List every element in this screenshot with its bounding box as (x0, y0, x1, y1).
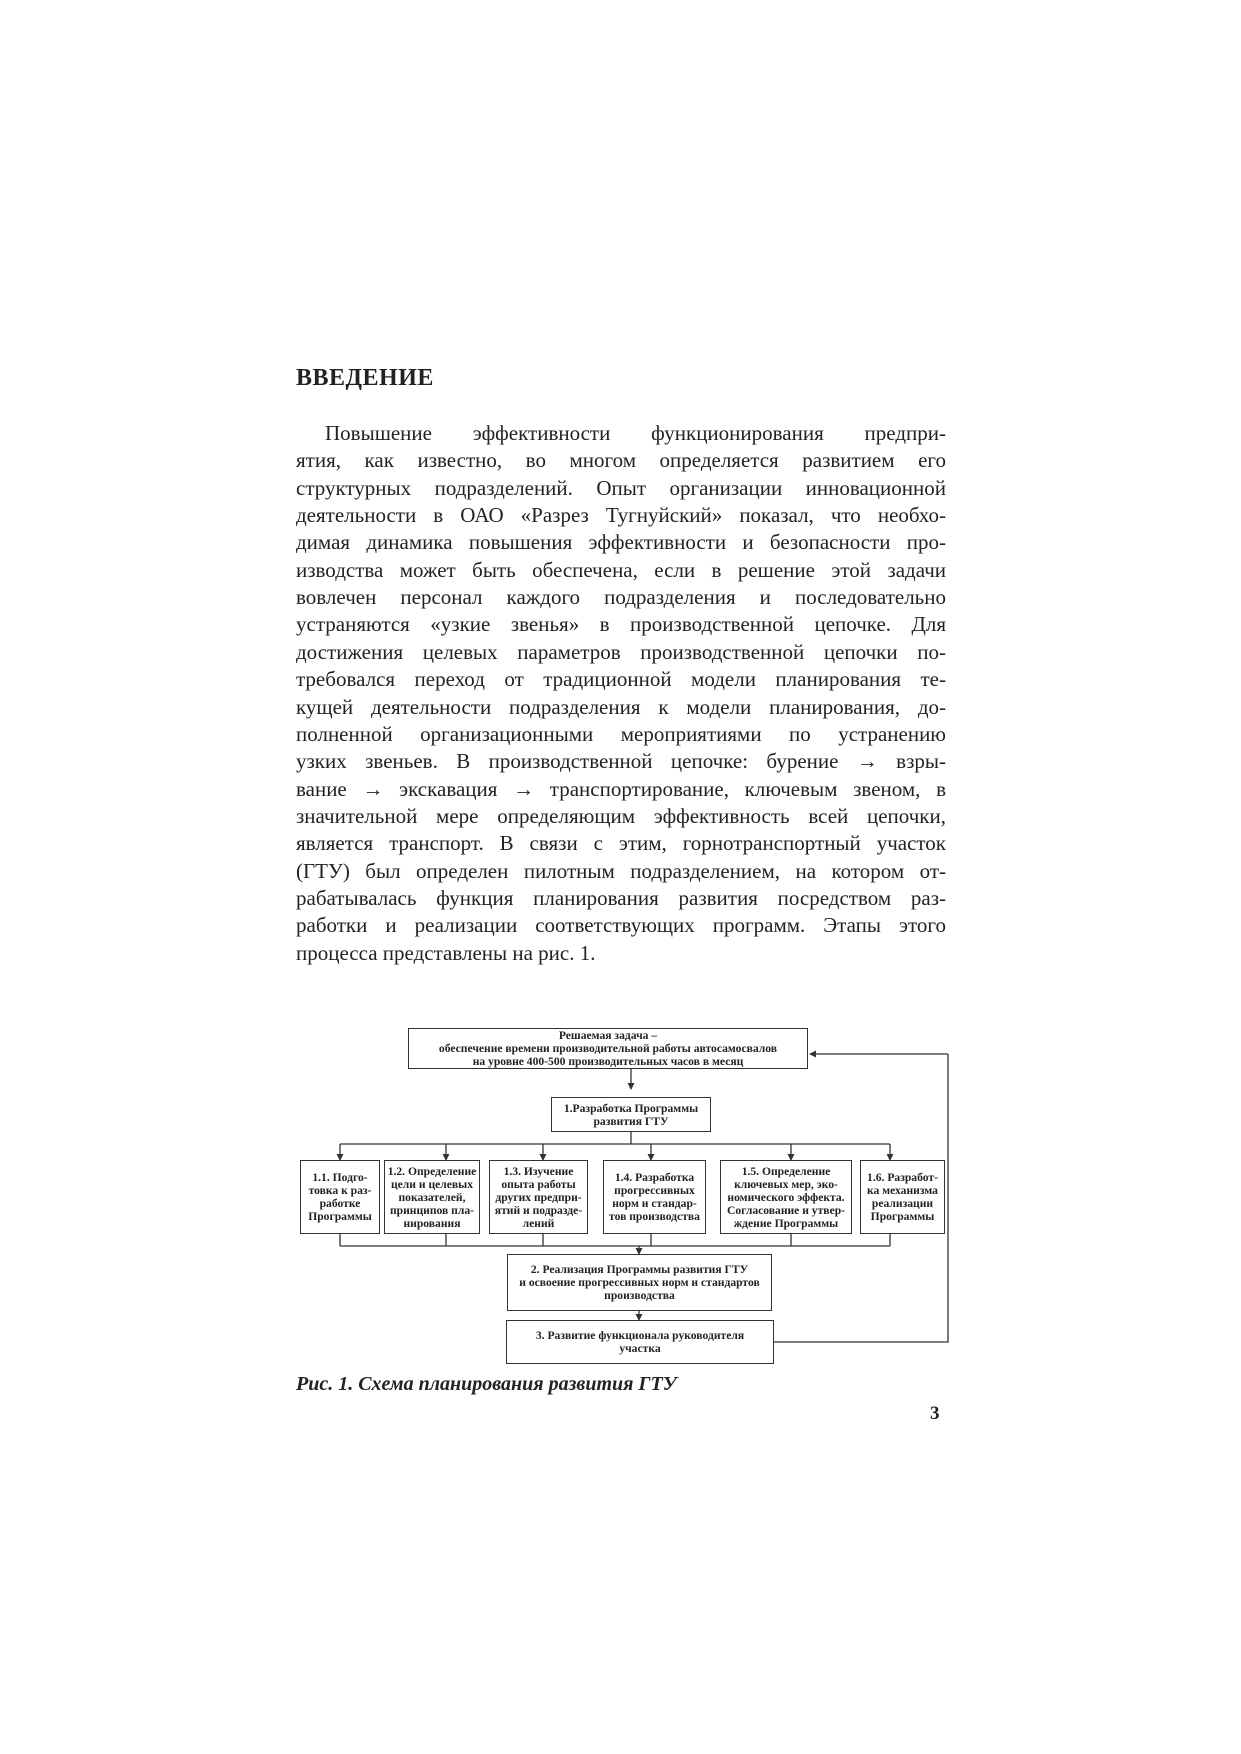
paragraph-line: (ГТУ) был определен пилотным подразделением, на котором от- (296, 858, 946, 883)
step-1-3-box (489, 1160, 588, 1234)
paragraph-line: структурных подразделений. Опыт организации инновационной (296, 475, 946, 500)
paragraph-line: вовлечен персонал каждого подразделения и последовательно (296, 585, 946, 610)
box-line: 1.3. Изучение (503, 1164, 574, 1178)
box-line: 1.6. Разработ- (867, 1171, 938, 1184)
paragraph-line: требовался переход от традиционной модели планирования те- (296, 667, 946, 692)
box-line: Программы (870, 1210, 935, 1223)
paragraph-line: деятельности в ОАО «Разрез Тугнуйский» показал, что необхо- (296, 503, 946, 528)
paragraph-line: значительной мере определяющим эффективность всей цепочки, (296, 803, 946, 828)
box-line: нирования (403, 1216, 461, 1230)
box-line: 1.1. Подго- (312, 1171, 368, 1184)
paragraph-line: изводства может быть обеспечена, если в решение этой задачи (296, 557, 946, 582)
step-1-6-box (860, 1160, 945, 1234)
step-1-2-box (384, 1160, 480, 1234)
box-line: других предпри- (495, 1190, 582, 1204)
box-line: Согласование и утвер- (726, 1203, 846, 1217)
paragraph-line: является транспорт. В связи с этим, горнотранспортный участок (296, 831, 946, 856)
box-line: опыта работы (501, 1177, 576, 1191)
box-line: номического эффекта. (727, 1190, 845, 1204)
box-line: цели и целевых (390, 1177, 474, 1191)
step-1-4-box (603, 1160, 706, 1234)
box-line: ятий и подразде- (494, 1203, 583, 1217)
box-line: ждение Программы (733, 1216, 839, 1230)
box-line: норм и стандар- (612, 1197, 697, 1210)
paragraph-line: работки и реализации соответствующих программ. Этапы этого (296, 913, 946, 938)
development-box: 3. Развитие функционала руководителя участка (506, 1320, 774, 1364)
program-development-box: 1.Разработка Программы развития ГТУ (551, 1097, 711, 1132)
page-number: 3 (930, 1403, 940, 1424)
box-line: ключевых мер, эко- (734, 1177, 838, 1191)
paragraph-line: вание → экскавация → транспортирование, ключевым звеном, в (296, 776, 946, 801)
box-line: реализации (871, 1197, 934, 1210)
paragraph-line: достижения целевых параметров производственной цепочки по- (296, 639, 946, 664)
paragraph-line: узких звеньев. В производственной цепочке: бурение → взры- (296, 749, 946, 774)
box-line: прогрессивных (614, 1184, 695, 1197)
step-1-1-box (300, 1160, 380, 1234)
paragraph-line: Повышение эффективности функционирования предпри- (325, 421, 946, 445)
paragraph-line: ятия, как известно, во многом определяется развитием его (296, 448, 946, 473)
implementation-box: 2. Реализация Программы развития ГТУ и освоение прогрессивных норм и стандартов производства (507, 1254, 772, 1311)
section-heading: ВВЕДЕНИЕ (296, 365, 434, 391)
figure-caption: Рис. 1. Схема планирования развития ГТУ (296, 1373, 677, 1395)
box-line: лений (522, 1216, 555, 1230)
box-line: 1.4. Разработка (614, 1171, 695, 1184)
box-line: принципов пла- (389, 1203, 475, 1217)
box-line: тов производства (609, 1210, 700, 1223)
paragraph-line: рабатывалась функция планирования развития посредством раз- (296, 885, 946, 910)
box-line: 1.2. Определение (387, 1164, 477, 1178)
box-line: ка механизма (867, 1184, 938, 1197)
box-line: показателей, (398, 1190, 466, 1204)
box-line: работке (319, 1197, 361, 1210)
box-line: 1.5. Определение (741, 1164, 831, 1178)
step-1-5-box (720, 1160, 852, 1234)
paragraph-line: полненной организационными мероприятиями по устранению (296, 721, 946, 746)
paragraph-line: устраняются «узкие звенья» в производственной цепочке. Для (296, 612, 946, 637)
paragraph-line: кущей деятельности подразделения к модели планирования, до- (296, 694, 946, 719)
paragraph-line: процесса представлены на рис. 1. (296, 940, 596, 965)
box-line: товка к раз- (308, 1184, 372, 1197)
box-line: Программы (308, 1210, 372, 1223)
task-box: Решаемая задача – обеспечение времени производительной работы автосамосвалов на уровне 400-500 производительных часов в месяц (408, 1028, 808, 1069)
paragraph-line: димая динамика повышения эффективности и безопасности про- (296, 530, 946, 555)
